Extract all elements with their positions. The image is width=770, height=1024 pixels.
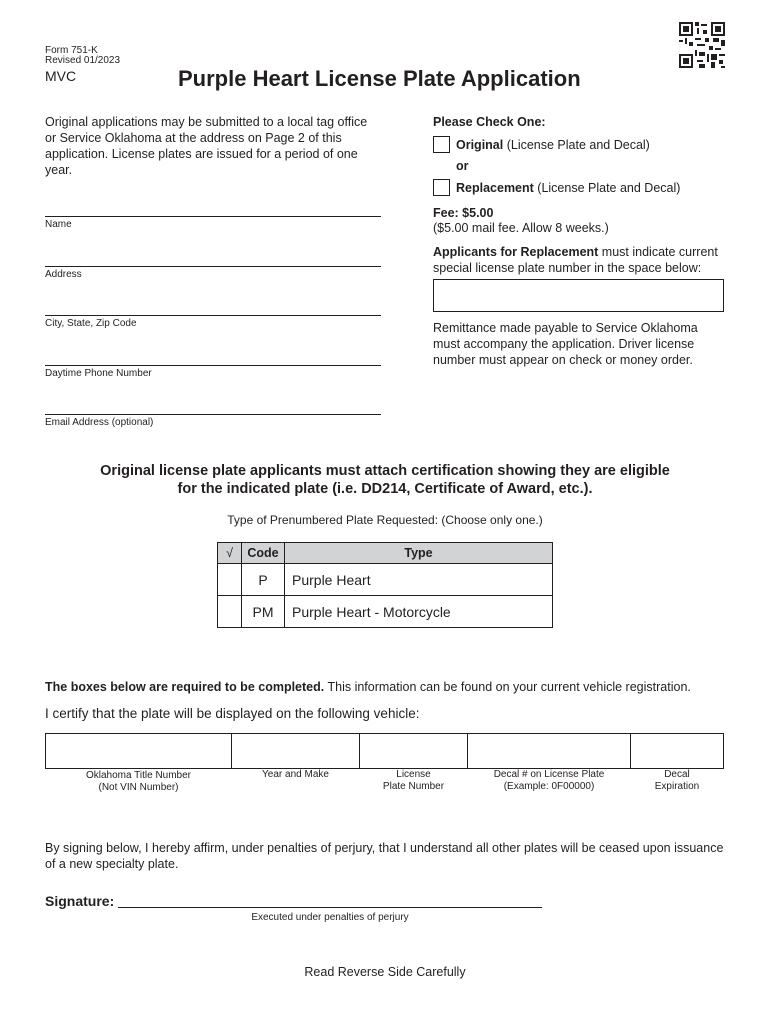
title-number-label-line2: (Not VIN Number): [98, 782, 179, 793]
address-field[interactable]: [45, 248, 381, 280]
decal-number-label-line1: Decal # on License Plate: [493, 769, 605, 780]
city-state-zip-field[interactable]: [45, 297, 381, 329]
original-option-label: [456, 137, 650, 153]
decal-number-label: [467, 769, 631, 793]
qr-code-icon: [679, 22, 725, 68]
table-row[interactable]: [218, 564, 553, 596]
vehicle-certify-text: I certify that the plate will be displayed on the following vehicle:: [45, 706, 420, 721]
original-checkbox[interactable]: [433, 136, 450, 153]
decal-expiration-label: [630, 769, 724, 793]
or-text: or: [456, 159, 469, 173]
decal-number-box[interactable]: [467, 733, 631, 769]
vehicle-required-bold: The boxes below are required to be completed.: [45, 680, 325, 694]
header-type: Type: [285, 543, 553, 564]
license-plate-label-line1: License: [396, 769, 431, 780]
certification-notice: [0, 462, 770, 498]
city-state-zip-label: City, State, Zip Code: [45, 318, 137, 329]
replacement-note-bold: Applicants for Replacement: [433, 245, 599, 259]
decal-expiration-label-line2: Expiration: [654, 781, 700, 792]
replacement-note-rest: must indicate current special license plate number in the space below:: [433, 245, 718, 275]
decal-expiration-label-line1: Decal: [664, 769, 690, 780]
plate-type-table: [217, 542, 553, 628]
replacement-note: [433, 244, 733, 276]
vehicle-required-rest: This information can be found on your current vehicle registration.: [324, 680, 691, 694]
name-input[interactable]: [45, 199, 385, 215]
original-label-rest: (License Plate and Decal): [503, 138, 650, 152]
decal-number-label-line2: (Example: 0F00000): [503, 781, 595, 792]
row-type: Purple Heart - Motorcycle: [285, 596, 553, 628]
decal-expiration-box[interactable]: [630, 733, 724, 769]
plate-type-caption: Type of Prenumbered Plate Requested: (Choose only one.): [227, 513, 543, 527]
license-plate-label: [359, 769, 468, 793]
year-make-box[interactable]: [231, 733, 360, 769]
year-make-label: [231, 769, 360, 781]
fee-mail-note: ($5.00 mail fee. Allow 8 weeks.): [433, 221, 609, 235]
replacement-option-label: [456, 180, 680, 196]
fee-amount: Fee: $5.00: [433, 206, 494, 220]
replacement-label-bold: Replacement: [456, 181, 534, 195]
email-input[interactable]: [45, 397, 385, 413]
header-check: √: [218, 543, 242, 564]
year-make-label-line1: Year and Make: [262, 769, 329, 780]
phone-input[interactable]: [45, 348, 385, 364]
email-label: Email Address (optional): [45, 417, 154, 428]
certification-line-1: Original license plate applicants must attach certification showing they are eligible: [100, 463, 670, 479]
email-field[interactable]: [45, 396, 381, 428]
vehicle-required-note: [45, 680, 691, 694]
title-number-box[interactable]: [45, 733, 232, 769]
check-one-heading: Please Check One:: [433, 115, 546, 129]
revised-date: Revised 01/2023: [45, 55, 121, 66]
remittance-text: Remittance made payable to Service Oklahoma must accompany the application. Driver license number must appear on check or money order.: [433, 321, 698, 367]
title-number-label-line1: Oklahoma Title Number: [85, 770, 192, 781]
signature-label: Signature:: [45, 893, 115, 909]
row-check-cell[interactable]: [218, 596, 242, 628]
name-field[interactable]: [45, 198, 381, 230]
address-label: Address: [45, 269, 82, 280]
certification-line-2: for the indicated plate (i.e. DD214, Certificate of Award, etc.).: [177, 481, 593, 497]
signature-line[interactable]: [118, 892, 542, 908]
replacement-label-rest: (License Plate and Decal): [533, 181, 681, 195]
license-plate-label-line2: Plate Number: [382, 781, 445, 792]
original-label-bold: Original: [456, 138, 504, 152]
signature-note: Executed under penalties of perjury: [251, 912, 409, 923]
page-title: Purple Heart License Plate Application: [178, 66, 581, 91]
name-label: Name: [45, 219, 72, 230]
plate-type-header-row: [218, 543, 553, 564]
address-input[interactable]: [45, 249, 385, 265]
license-plate-number-box[interactable]: [359, 733, 468, 769]
row-check-cell[interactable]: [218, 564, 242, 596]
header-code: Code: [242, 543, 285, 564]
current-plate-number-input[interactable]: [438, 280, 722, 310]
intro-text: Original applications may be submitted to a local tag office or Service Oklahoma at the address on Page 2 of this application. License plates are issued for a period of one year.: [45, 115, 368, 177]
current-plate-number-box[interactable]: [433, 279, 724, 312]
form-number: Form 751-K: [45, 45, 98, 56]
agency-code: MVC: [45, 68, 77, 84]
replacement-checkbox[interactable]: [433, 179, 450, 196]
row-type: Purple Heart: [285, 564, 553, 596]
row-code: P: [242, 564, 285, 596]
affirmation-text: By signing below, I hereby affirm, under penalties of perjury, that I understand all other plates will be ceased upon issuance of a new specialty plate.: [45, 841, 724, 871]
title-number-label: [45, 770, 232, 794]
phone-label: Daytime Phone Number: [45, 368, 152, 379]
row-code: PM: [242, 596, 285, 628]
table-row[interactable]: [218, 596, 553, 628]
phone-field[interactable]: [45, 347, 381, 379]
city-state-zip-input[interactable]: [45, 298, 385, 314]
footer-text: Read Reverse Side Carefully: [304, 965, 466, 979]
